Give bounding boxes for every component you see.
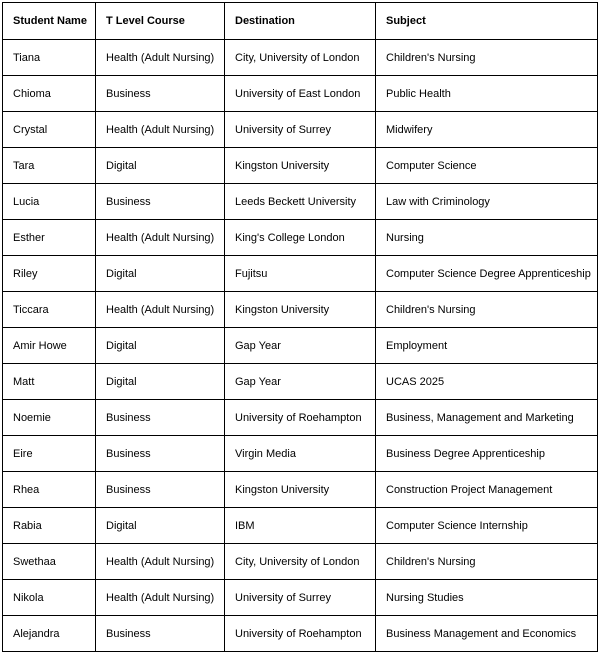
table-row (3, 616, 598, 652)
cell-destination: IBM (225, 508, 376, 544)
table-row (3, 508, 598, 544)
cell-destination: City, University of London (225, 544, 376, 580)
cell-destination: Leeds Beckett University (225, 184, 376, 220)
cell-t-level-course: Business (96, 76, 225, 112)
cell-t-level-course: Digital (96, 364, 225, 400)
cell-subject: Business, Management and Marketing (376, 400, 598, 436)
cell-subject: Law with Criminology (376, 184, 598, 220)
cell-t-level-course: Health (Adult Nursing) (96, 580, 225, 616)
cell-t-level-course: Health (Adult Nursing) (96, 220, 225, 256)
cell-student-name: Matt (3, 364, 96, 400)
cell-student-name: Noemie (3, 400, 96, 436)
cell-subject: UCAS 2025 (376, 364, 598, 400)
cell-subject: Business Degree Apprenticeship (376, 436, 598, 472)
cell-student-name: Amir Howe (3, 328, 96, 364)
table-row (3, 40, 598, 76)
header-t-level-course: T Level Course (96, 3, 225, 40)
cell-destination: University of Roehampton (225, 616, 376, 652)
cell-t-level-course: Business (96, 184, 225, 220)
cell-destination: Virgin Media (225, 436, 376, 472)
student-destinations-table (2, 2, 598, 652)
header-student-name: Student Name (3, 3, 96, 40)
cell-subject: Nursing (376, 220, 598, 256)
cell-destination: University of East London (225, 76, 376, 112)
cell-destination: City, University of London (225, 40, 376, 76)
header-destination: Destination (225, 3, 376, 40)
cell-destination: University of Surrey (225, 580, 376, 616)
table-row (3, 472, 598, 508)
table-row (3, 436, 598, 472)
cell-destination: University of Roehampton (225, 400, 376, 436)
cell-student-name: Riley (3, 256, 96, 292)
cell-student-name: Ticcara (3, 292, 96, 328)
cell-student-name: Tiana (3, 40, 96, 76)
cell-subject: Computer Science Degree Apprenticeship (376, 256, 598, 292)
table-row (3, 400, 598, 436)
cell-student-name: Rabia (3, 508, 96, 544)
cell-t-level-course: Health (Adult Nursing) (96, 544, 225, 580)
cell-subject: Computer Science Internship (376, 508, 598, 544)
header-subject: Subject (376, 3, 598, 40)
cell-destination: Kingston University (225, 292, 376, 328)
cell-student-name: Rhea (3, 472, 96, 508)
table-row (3, 76, 598, 112)
cell-subject: Business Management and Economics (376, 616, 598, 652)
cell-student-name: Alejandra (3, 616, 96, 652)
cell-t-level-course: Digital (96, 508, 225, 544)
cell-t-level-course: Health (Adult Nursing) (96, 292, 225, 328)
cell-t-level-course: Health (Adult Nursing) (96, 112, 225, 148)
cell-student-name: Lucia (3, 184, 96, 220)
cell-subject: Nursing Studies (376, 580, 598, 616)
cell-subject: Employment (376, 328, 598, 364)
cell-t-level-course: Digital (96, 148, 225, 184)
table-row (3, 184, 598, 220)
cell-t-level-course: Business (96, 400, 225, 436)
table-row (3, 580, 598, 616)
cell-student-name: Nikola (3, 580, 96, 616)
cell-t-level-course: Business (96, 436, 225, 472)
cell-t-level-course: Digital (96, 328, 225, 364)
cell-subject: Public Health (376, 76, 598, 112)
table-row (3, 220, 598, 256)
cell-t-level-course: Business (96, 616, 225, 652)
cell-subject: Children's Nursing (376, 40, 598, 76)
cell-destination: Gap Year (225, 364, 376, 400)
cell-destination: King's College London (225, 220, 376, 256)
cell-student-name: Eire (3, 436, 96, 472)
table-body (3, 40, 598, 652)
cell-subject: Children's Nursing (376, 544, 598, 580)
table-row (3, 364, 598, 400)
cell-subject: Midwifery (376, 112, 598, 148)
table-row (3, 256, 598, 292)
cell-destination: Fujitsu (225, 256, 376, 292)
cell-subject: Children's Nursing (376, 292, 598, 328)
cell-student-name: Swethaa (3, 544, 96, 580)
cell-destination: Kingston University (225, 148, 376, 184)
cell-subject: Computer Science (376, 148, 598, 184)
table-row (3, 292, 598, 328)
cell-destination: Gap Year (225, 328, 376, 364)
cell-subject: Construction Project Management (376, 472, 598, 508)
table-row (3, 328, 598, 364)
cell-student-name: Crystal (3, 112, 96, 148)
table-header-row (3, 3, 598, 40)
student-destinations-table-container (2, 2, 597, 652)
cell-student-name: Tara (3, 148, 96, 184)
cell-t-level-course: Health (Adult Nursing) (96, 40, 225, 76)
cell-student-name: Esther (3, 220, 96, 256)
cell-student-name: Chioma (3, 76, 96, 112)
table-row (3, 112, 598, 148)
cell-destination: Kingston University (225, 472, 376, 508)
table-row (3, 148, 598, 184)
cell-t-level-course: Digital (96, 256, 225, 292)
table-row (3, 544, 598, 580)
cell-t-level-course: Business (96, 472, 225, 508)
cell-destination: University of Surrey (225, 112, 376, 148)
